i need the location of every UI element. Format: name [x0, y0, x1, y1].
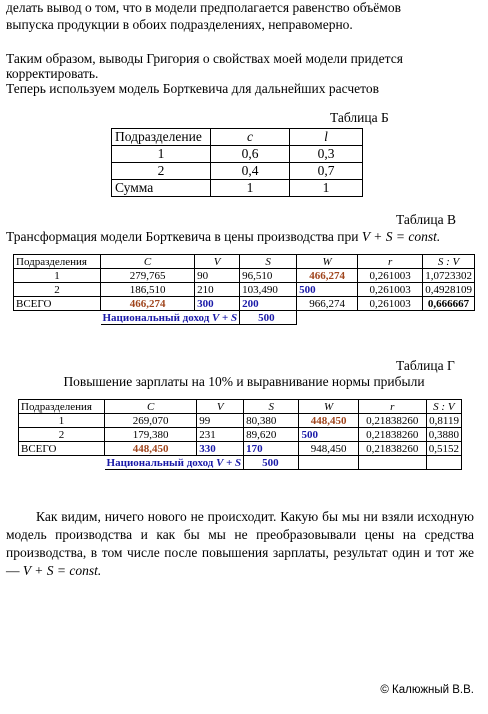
- table-cell: 0,261003: [358, 297, 423, 311]
- table-row: [19, 428, 462, 442]
- table-cell: 300: [195, 297, 240, 311]
- table-cell: 0,21838260: [358, 442, 426, 456]
- table-row: [14, 311, 475, 325]
- conclusion-paragraph: [6, 508, 474, 580]
- table-cell: 279,765: [101, 269, 195, 283]
- table-row: [14, 283, 475, 297]
- table-cell: [358, 456, 426, 470]
- table-cell: 0,261003: [358, 283, 423, 297]
- intro-line-4: корректировать.: [6, 66, 99, 81]
- table-cell: 0,3: [290, 146, 363, 163]
- table-row: [19, 456, 462, 470]
- table-header: C: [101, 255, 195, 269]
- table-b: [111, 128, 363, 197]
- table-cell: 0,5152: [426, 442, 461, 456]
- table-v-title-formula: V + S = const.: [361, 229, 441, 244]
- intro-line-3: Таким образом, выводы Григория о свойствах моей модели придется: [6, 51, 403, 66]
- table-header: c: [211, 129, 290, 146]
- table-v-title-text: Трансформация модели Борткевича в цены производства при: [6, 229, 362, 244]
- table-row: [112, 146, 363, 163]
- national-income-text: Национальный доход: [106, 456, 217, 469]
- table-b-caption: Таблица Б: [330, 110, 389, 125]
- national-income-value: 500: [240, 311, 297, 325]
- table-cell: 90: [195, 269, 240, 283]
- table-cell: 500: [297, 283, 358, 297]
- table-cell: 0,261003: [358, 269, 423, 283]
- table-cell: 96,510: [240, 269, 297, 283]
- table-cell: 231: [197, 428, 244, 442]
- national-income-formula: V + S: [216, 456, 242, 469]
- table-cell: [297, 311, 358, 325]
- table-cell: [426, 456, 461, 470]
- table-cell: 1: [14, 269, 101, 283]
- table-cell: 2: [112, 163, 211, 180]
- table-cell: 210: [195, 283, 240, 297]
- table-cell: 330: [197, 442, 244, 456]
- table-row: [14, 297, 475, 311]
- table-cell: 500: [299, 428, 358, 442]
- conclusion-text: Как видим, ничего нового не происходит. Какую бы мы ни взяли исходную модель производства и как бы мы не преобразовывали цены на средства производства, в том числе после повышения зарплаты, результат один и тот же —: [6, 509, 474, 578]
- table-cell: 200: [240, 297, 297, 311]
- table-cell: 103,490: [240, 283, 297, 297]
- table-header: V: [197, 400, 244, 414]
- conclusion-formula: V + S = const.: [22, 563, 102, 578]
- table-g: [18, 399, 462, 470]
- table-cell: 99: [197, 414, 244, 428]
- national-income-label: [101, 311, 240, 325]
- table-cell: 186,510: [101, 283, 195, 297]
- table-cell: 1: [211, 180, 290, 197]
- table-g-title: Повышение зарплаты на 10% и выравнивание нормы прибыли: [63, 374, 425, 389]
- table-row: [14, 269, 475, 283]
- table-header: C: [105, 400, 197, 414]
- table-cell: 466,274: [297, 269, 358, 283]
- table-cell: ВСЕГО: [14, 297, 101, 311]
- table-v: [13, 254, 475, 325]
- intro-line-1: делать вывод о том, что в модели предполагается равенство объёмов: [6, 0, 401, 15]
- table-cell: 0,7: [290, 163, 363, 180]
- table-header: W: [297, 255, 358, 269]
- copyright: © Калюжный В.В.: [380, 684, 474, 696]
- table-header: V: [195, 255, 240, 269]
- table-cell: [14, 311, 101, 325]
- table-cell: [423, 311, 475, 325]
- table-cell: 448,450: [299, 414, 358, 428]
- table-cell: 0,4928109: [423, 283, 475, 297]
- table-header: S: [240, 255, 297, 269]
- table-cell: [19, 456, 105, 470]
- table-cell: 170: [244, 442, 299, 456]
- table-cell: 1,0723302: [423, 269, 475, 283]
- national-income-formula: V + S: [212, 311, 238, 324]
- table-cell: 1: [112, 146, 211, 163]
- table-header: W: [299, 400, 358, 414]
- table-row: [14, 255, 475, 269]
- table-cell: 0,3880: [426, 428, 461, 442]
- table-header: Подразделения: [14, 255, 101, 269]
- table-cell: 0,21838260: [358, 428, 426, 442]
- table-row: [19, 442, 462, 456]
- table-cell: 89,620: [244, 428, 299, 442]
- table-row: [19, 400, 462, 414]
- table-header: l: [290, 129, 363, 146]
- national-income-value: 500: [244, 456, 299, 470]
- table-cell: 2: [14, 283, 101, 297]
- intro-line-2: выпуска продукции в обоих подразделениях, неправомерно.: [6, 17, 353, 32]
- table-header: Подразделения: [19, 400, 105, 414]
- table-cell: 0,4: [211, 163, 290, 180]
- table-g-caption: Таблица Г: [396, 358, 455, 373]
- table-cell: 0,8119: [426, 414, 461, 428]
- table-cell: Сумма: [112, 180, 211, 197]
- table-cell: 0,666667: [423, 297, 475, 311]
- table-header: S : V: [423, 255, 475, 269]
- table-cell: 966,274: [297, 297, 358, 311]
- table-header: S: [244, 400, 299, 414]
- national-income-text: Национальный доход: [102, 311, 213, 324]
- table-cell: [358, 311, 423, 325]
- table-cell: 1: [290, 180, 363, 197]
- table-v-caption: Таблица В: [396, 212, 456, 227]
- table-row: [112, 129, 363, 146]
- table-cell: 948,450: [299, 442, 358, 456]
- table-row: [19, 414, 462, 428]
- table-header: r: [358, 400, 426, 414]
- table-cell: [299, 456, 358, 470]
- table-cell: ВСЕГО: [19, 442, 105, 456]
- table-v-title: [6, 229, 440, 244]
- table-cell: 80,380: [244, 414, 299, 428]
- table-header: Подразделение: [112, 129, 211, 146]
- national-income-label: [105, 456, 244, 470]
- table-cell: 269,070: [105, 414, 197, 428]
- table-cell: 2: [19, 428, 105, 442]
- table-row: [112, 180, 363, 197]
- table-cell: 0,21838260: [358, 414, 426, 428]
- table-cell: 1: [19, 414, 105, 428]
- table-cell: 179,380: [105, 428, 197, 442]
- table-cell: 448,450: [105, 442, 197, 456]
- table-cell: 466,274: [101, 297, 195, 311]
- intro-line-5: Теперь используем модель Борткевича для дальнейших расчетов: [6, 81, 379, 96]
- table-row: [112, 163, 363, 180]
- table-cell: 0,6: [211, 146, 290, 163]
- table-header: r: [358, 255, 423, 269]
- table-header: S : V: [426, 400, 461, 414]
